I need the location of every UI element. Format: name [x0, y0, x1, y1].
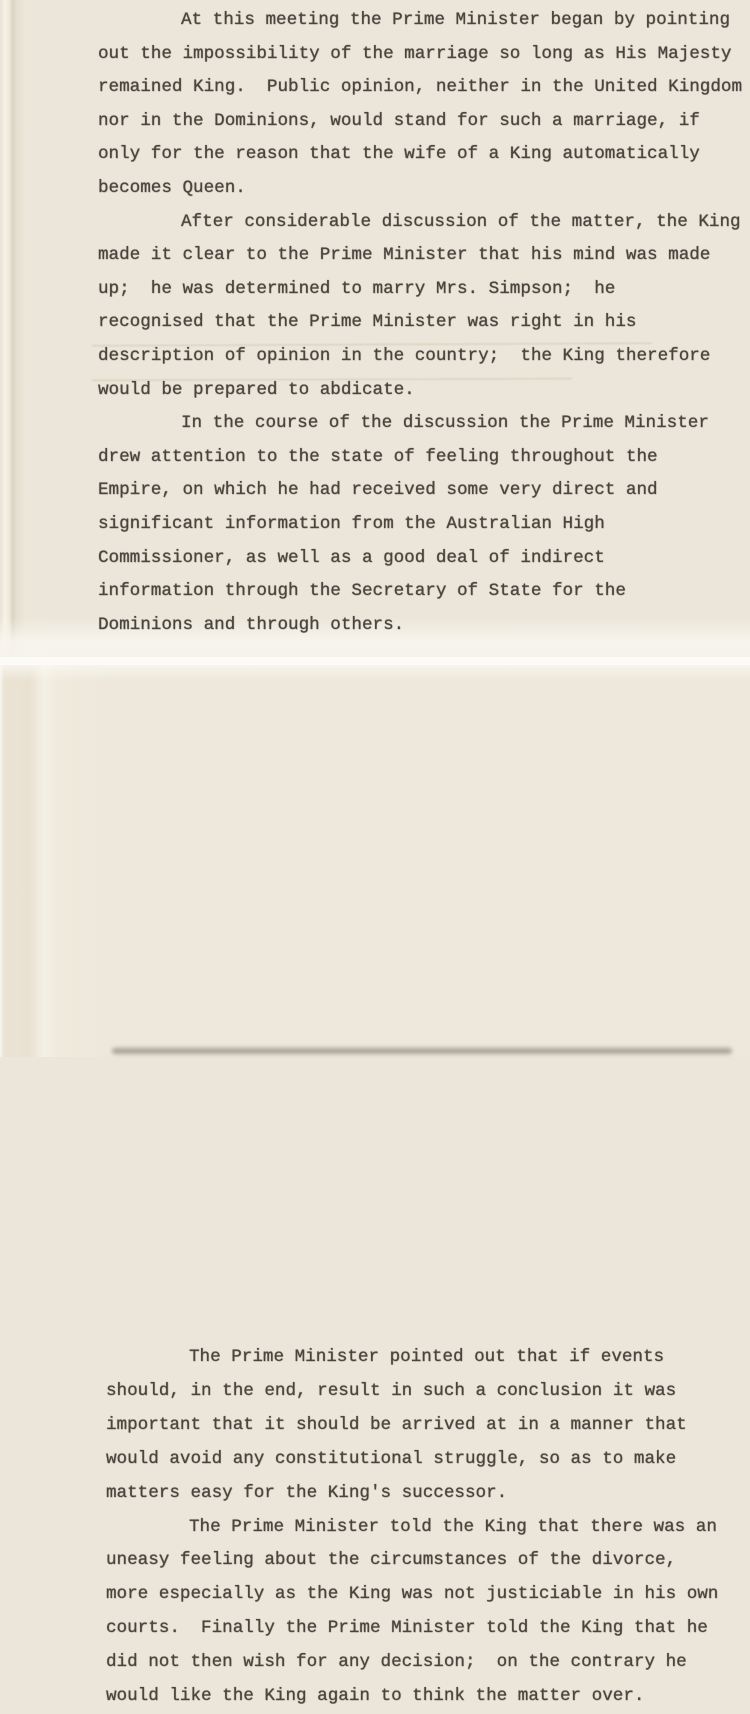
typed-line: Commissioner, as well as a good deal of indirect: [98, 547, 605, 568]
typed-line: would be prepared to abdicate.: [98, 379, 415, 400]
typed-line: recognised that the Prime Minister was right in his: [98, 312, 637, 333]
typed-line: did not then wish for any decision; on the contrary he: [106, 1652, 687, 1673]
typed-line: more especially as the King was not justiciable in his own: [106, 1584, 719, 1605]
typed-line: information through the Secretary of State for the: [98, 581, 626, 602]
typed-line: important that it should be arrived at in a manner that: [106, 1414, 687, 1435]
page-scan-top: [0, 0, 750, 657]
typed-line: drew attention to the state of feeling throughout the: [98, 446, 658, 467]
typed-line: uneasy feeling about the circumstances of the divorce,: [106, 1550, 677, 1571]
typed-line: The Prime Minister told the King that there was an: [189, 1516, 717, 1537]
typed-line: made it clear to the Prime Minister that his mind was made: [98, 245, 711, 266]
typed-text-block-bottom: [106, 1341, 750, 1714]
typed-line: nor in the Dominions, would stand for such a marriage, if: [98, 110, 700, 131]
typed-line: Dominions and through others.: [98, 614, 405, 635]
page-scan-bottom: [0, 665, 750, 1707]
typed-line: significant information from the Australian High: [98, 513, 605, 534]
typed-line: After considerable discussion of the matter, the King: [181, 211, 741, 232]
typed-line: Empire, on which he had received some very direct and: [98, 480, 658, 501]
typed-line: The Prime Minister pointed out that if events: [189, 1347, 665, 1367]
cutoff-text-smudge: [112, 1048, 732, 1054]
typed-line: should, in the end, result in such a conclusion it was: [106, 1380, 677, 1401]
typed-line: would like the King again to think the matter over.: [106, 1686, 645, 1707]
typed-line: At this meeting the Prime Minister began by pointing: [181, 10, 731, 30]
typed-text-block-top: [98, 4, 750, 642]
typed-line: becomes Queen.: [98, 177, 246, 198]
typed-line: matters easy for the King's successor.: [106, 1482, 508, 1503]
typed-line: remained King. Public opinion, neither in the United Kingdom: [98, 77, 743, 98]
typed-line: up; he was determined to marry Mrs. Simpson; he: [98, 278, 616, 299]
scan-seam-gap: [0, 657, 750, 665]
typed-line: In the course of the discussion the Prime Minister: [181, 413, 709, 434]
typed-line: out the impossibility of the marriage so long as His Majesty: [98, 43, 732, 64]
typed-line: description of opinion in the country; the King therefore: [98, 345, 711, 366]
typed-line: would avoid any constitutional struggle, so as to make: [106, 1448, 677, 1469]
typed-line: only for the reason that the wife of a King automatically: [98, 144, 700, 165]
typed-line: courts. Finally the Prime Minister told the King that he: [106, 1618, 708, 1639]
